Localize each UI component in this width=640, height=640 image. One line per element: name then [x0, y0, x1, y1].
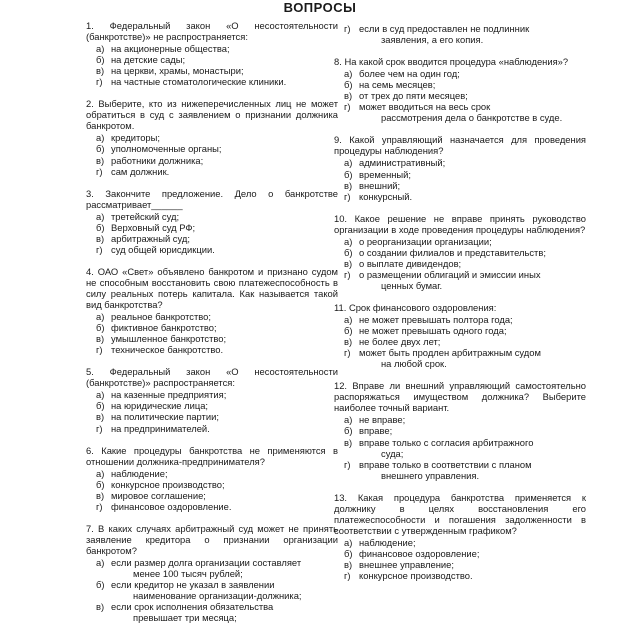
- option-letter: б): [344, 425, 353, 437]
- option-item: [86, 211, 338, 222]
- option-letter: б): [96, 322, 105, 334]
- option-text-line: финансовое оздоровление.: [111, 500, 232, 512]
- option-item: [86, 468, 338, 479]
- option-letter: в): [344, 90, 353, 102]
- option-item: [334, 79, 586, 90]
- question-text: [334, 134, 586, 156]
- option-item: [86, 479, 338, 490]
- question-block: [334, 134, 586, 201]
- option-letter: г): [344, 458, 351, 470]
- question-number: 7.: [86, 522, 94, 534]
- option-text: [359, 425, 586, 436]
- question-body: Какая процедура банкротства применяется к должнику в целях восстановления его платежеспособности и погашения задолженности в соответствии с утвержденным графиком?: [334, 491, 586, 536]
- option-text: [111, 333, 338, 344]
- option-text: [359, 347, 586, 369]
- option-text: [111, 233, 338, 244]
- question-number: 13.: [334, 491, 348, 503]
- question-text: [334, 302, 586, 313]
- question-text: [86, 188, 338, 210]
- question-number: 8.: [334, 56, 342, 68]
- option-item: [334, 101, 586, 123]
- option-item: [334, 537, 586, 548]
- option-letter: а): [96, 43, 105, 55]
- option-item: [86, 54, 338, 65]
- option-text-line: если кредитор не указал в заявлении: [111, 579, 275, 591]
- option-letter: в): [96, 232, 105, 244]
- option-text: [111, 423, 338, 434]
- option-item: [334, 559, 586, 570]
- option-text: [111, 344, 338, 355]
- option-item: [86, 244, 338, 255]
- option-text: [111, 143, 338, 154]
- option-item: [86, 43, 338, 54]
- question-block: [334, 302, 586, 369]
- option-item: [86, 143, 338, 154]
- option-item: [86, 132, 338, 143]
- question-body: Вправе ли внешний управляющий самостоятельно распоряжаться имуществом должника? Выберите наиболее точный вариант.: [334, 380, 586, 414]
- option-text: [359, 559, 586, 570]
- option-text-line: на детские сады;: [111, 54, 186, 66]
- option-letter: г): [96, 500, 103, 512]
- option-item: [86, 557, 338, 579]
- option-letter: а): [96, 210, 105, 222]
- option-letter: а): [344, 314, 353, 326]
- question-text: [86, 266, 338, 310]
- option-text-line: вправе;: [359, 425, 393, 437]
- option-letter: в): [96, 333, 105, 345]
- option-text: [359, 258, 586, 269]
- option-letter: г): [96, 422, 103, 434]
- question-body: Какие процедуры банкротства не применяются в отношении должника-предпринимателя?: [86, 444, 339, 467]
- option-item: [86, 411, 338, 422]
- option-item: [334, 169, 586, 180]
- question-text: [86, 445, 338, 467]
- option-text: [359, 247, 586, 258]
- option-text: [111, 400, 338, 411]
- option-text: [111, 166, 338, 177]
- option-item: [334, 314, 586, 325]
- question-text: [334, 56, 586, 67]
- option-letter: б): [344, 246, 353, 258]
- options-list: [334, 68, 586, 123]
- question-block: [334, 213, 586, 291]
- option-item: [334, 570, 586, 581]
- question-body: Выберите, кто из нижеперечисленных лиц не может обратиться в суд с заявлением о признании должника банкротом.: [86, 98, 338, 132]
- option-letter: б): [96, 579, 105, 591]
- option-text-continuation: превышает три месяца;: [133, 612, 237, 624]
- option-text-line: внешний;: [359, 179, 401, 191]
- option-letter: б): [96, 221, 105, 233]
- option-letter: а): [344, 536, 353, 548]
- question-text: [334, 213, 586, 235]
- option-item: [86, 233, 338, 244]
- option-text-line: может вводиться на весь срок: [359, 101, 491, 113]
- option-letter: в): [96, 154, 105, 166]
- option-text: [359, 336, 586, 347]
- option-item: [86, 222, 338, 233]
- option-text-line: на юридические лица;: [111, 400, 209, 412]
- option-letter: г): [96, 243, 103, 255]
- right-column: [334, 22, 586, 592]
- option-letter: б): [344, 79, 353, 91]
- option-item: [334, 336, 586, 347]
- option-letter: в): [96, 601, 105, 613]
- option-text-line: фиктивное банкротство;: [111, 322, 217, 334]
- option-letter: г): [344, 268, 351, 280]
- option-text: [359, 236, 586, 247]
- option-text-continuation: менее 100 тысяч рублей;: [133, 568, 243, 580]
- options-list: [86, 311, 338, 355]
- option-text-line: конкурсное производство.: [359, 570, 473, 582]
- option-text-line: не может превышать одного года;: [359, 325, 507, 337]
- option-text-line: работники должника;: [111, 154, 204, 166]
- option-letter: б): [344, 325, 353, 337]
- options-list: [334, 157, 586, 201]
- option-text-line: Верховный суд РФ;: [111, 221, 196, 233]
- option-letter: а): [344, 235, 353, 247]
- option-text: [359, 90, 586, 101]
- option-letter: а): [344, 414, 353, 426]
- question-text: [86, 366, 338, 388]
- question-block: [334, 56, 586, 123]
- option-letter: в): [96, 489, 105, 501]
- question-block: [86, 98, 338, 176]
- options-list: [86, 211, 338, 255]
- question-number: 11.: [334, 301, 347, 313]
- option-letter: а): [344, 157, 353, 169]
- option-letter: г): [96, 165, 103, 177]
- option-text-line: арбитражный суд;: [111, 232, 190, 244]
- question-number: 12.: [334, 380, 348, 392]
- option-text-line: временный;: [359, 168, 412, 180]
- option-letter: в): [344, 179, 353, 191]
- option-item: [86, 601, 338, 623]
- option-text: [111, 601, 338, 623]
- option-item: [86, 579, 338, 601]
- option-text-line: о создании филиалов и представительств;: [359, 246, 546, 258]
- question-block: [86, 366, 338, 433]
- option-text: [359, 79, 586, 90]
- option-text: [111, 76, 338, 87]
- option-text-line: вправе только в соответствии с планом: [359, 458, 532, 470]
- option-letter: б): [96, 400, 105, 412]
- question-body: Срок финансового оздоровления:: [348, 301, 497, 313]
- option-letter: б): [96, 478, 105, 490]
- option-item: [86, 322, 338, 333]
- option-text-line: если срок исполнения обязательства: [111, 601, 274, 613]
- option-item: [334, 437, 586, 459]
- option-text: [111, 322, 338, 333]
- option-letter: а): [344, 68, 353, 80]
- option-item: [86, 490, 338, 501]
- option-letter: г): [344, 23, 351, 34]
- question-block: [334, 380, 586, 480]
- option-text: [359, 191, 586, 202]
- option-text: [111, 155, 338, 166]
- option-text-line: на церкви, храмы, монастыри;: [111, 65, 244, 77]
- option-text-line: на акционерные общества;: [111, 43, 230, 55]
- option-item: [86, 344, 338, 355]
- question-body: Какой управляющий назначается для проведения процедуры наблюдения?: [334, 134, 587, 157]
- option-text-line: если в суд предоставлен не подлинник: [359, 23, 530, 34]
- option-text-line: если размер долга организации составляет: [111, 556, 302, 568]
- option-text: [111, 43, 338, 54]
- option-item: [334, 180, 586, 191]
- option-text: [359, 414, 586, 425]
- options-list: [334, 23, 586, 45]
- question-block: [86, 266, 338, 355]
- question-body: ОАО «Свет» объявлено банкротом и признано судом не способным восстановить свою платежеспособность в силу реальных потерь капитала. Как называется такой вид банкротства?: [86, 265, 338, 311]
- options-list: [86, 132, 338, 176]
- option-text: [359, 325, 586, 336]
- question-block: [86, 20, 338, 87]
- option-letter: б): [344, 547, 353, 559]
- question-text: [334, 492, 586, 536]
- question-number: 2.: [86, 98, 94, 110]
- option-text-line: не вправе;: [359, 414, 406, 426]
- option-text-line: о выплате дивидендов;: [359, 257, 462, 269]
- options-list: [334, 314, 586, 369]
- option-item: [86, 501, 338, 512]
- option-item: [334, 157, 586, 168]
- option-letter: г): [344, 190, 351, 202]
- option-text-line: наблюдение;: [359, 536, 416, 548]
- option-letter: в): [344, 436, 353, 448]
- option-text: [359, 68, 586, 79]
- question-body: Федеральный закон «О несостоятельности (банкротстве)» не распространяется:: [86, 20, 338, 43]
- question-text: [334, 380, 586, 413]
- question-7-continuation: [334, 23, 586, 45]
- question-block: [334, 492, 586, 581]
- option-text: [359, 101, 586, 123]
- option-item: [86, 389, 338, 400]
- option-text: [111, 468, 338, 479]
- option-text-continuation: заявления, а его копия.: [381, 34, 484, 46]
- option-item: [86, 65, 338, 76]
- question-number: 5.: [86, 366, 94, 378]
- option-letter: г): [344, 570, 351, 582]
- option-text: [111, 490, 338, 501]
- option-text-line: вправе только с согласия арбитражного: [359, 436, 534, 448]
- option-text: [359, 23, 586, 45]
- option-text-continuation: суда;: [381, 447, 404, 459]
- option-letter: в): [344, 257, 353, 269]
- question-text: [86, 523, 338, 556]
- option-letter: г): [96, 76, 103, 88]
- question-block: [86, 188, 338, 255]
- option-item: [334, 236, 586, 247]
- options-list: [334, 236, 586, 291]
- option-letter: б): [344, 168, 353, 180]
- option-item: [86, 400, 338, 411]
- option-item: [334, 191, 586, 202]
- option-text: [111, 54, 338, 65]
- option-text-line: сам должник.: [111, 165, 170, 177]
- option-item: [334, 68, 586, 79]
- question-block: [86, 445, 338, 512]
- option-letter: а): [96, 311, 105, 323]
- option-text-line: на семь месяцев;: [359, 79, 436, 91]
- option-text-line: на политические партии;: [111, 411, 219, 423]
- question-number: 10.: [334, 212, 348, 224]
- option-text-line: уполномоченные органы;: [111, 143, 222, 155]
- option-item: [334, 414, 586, 425]
- question-number: 9.: [334, 134, 342, 146]
- options-list: [86, 389, 338, 433]
- option-item: [334, 325, 586, 336]
- option-item: [86, 76, 338, 87]
- option-text-line: от трех до пяти месяцев;: [359, 90, 468, 102]
- option-text-continuation: внешнего управления.: [381, 469, 480, 481]
- question-body: Какое решение не вправе принять руководство организации в ходе проведения процедуры наблюдения?: [334, 212, 586, 235]
- option-item: [334, 459, 586, 481]
- options-list: [334, 537, 586, 581]
- page-title: ВОПРОСЫ: [283, 0, 357, 15]
- option-text: [111, 132, 338, 143]
- option-text: [111, 244, 338, 255]
- option-item: [334, 247, 586, 258]
- option-letter: б): [96, 54, 105, 66]
- question-text: [86, 98, 338, 131]
- option-letter: г): [344, 347, 351, 359]
- option-text-line: о размещении облигаций и эмиссии иных: [359, 268, 541, 280]
- option-item: [334, 548, 586, 559]
- option-text-line: на предпринимателей.: [111, 422, 210, 434]
- option-text-line: кредиторы;: [111, 132, 160, 144]
- option-text-line: наблюдение;: [111, 467, 168, 479]
- question-number: 1.: [86, 20, 94, 31]
- option-item: [334, 425, 586, 436]
- options-list: [86, 468, 338, 512]
- question-body: В каких случаях арбитражный суд может не принять заявление кредитора о признании организации банкротом?: [86, 522, 338, 556]
- option-text-line: мировое соглашение;: [111, 489, 206, 501]
- option-text-line: может быть продлен арбитражным судом: [359, 347, 541, 359]
- option-text: [359, 180, 586, 191]
- option-text: [111, 579, 338, 601]
- option-letter: в): [96, 65, 105, 77]
- question-number: 6.: [86, 444, 94, 456]
- option-letter: г): [344, 101, 351, 113]
- option-text: [359, 459, 586, 481]
- option-text: [359, 314, 586, 325]
- option-item: [86, 423, 338, 434]
- option-text: [359, 570, 586, 581]
- left-column: [86, 20, 338, 634]
- option-item: [334, 347, 586, 369]
- option-letter: в): [96, 411, 105, 423]
- option-text-line: конкурсное производство;: [111, 478, 225, 490]
- option-text-continuation: наименование организации-должника;: [133, 590, 302, 602]
- option-text: [111, 211, 338, 222]
- option-text-line: более чем на один год;: [359, 68, 460, 80]
- option-text-continuation: на любой срок.: [381, 358, 447, 370]
- option-text: [359, 537, 586, 548]
- question-number: 4.: [86, 265, 94, 277]
- option-text: [359, 437, 586, 459]
- option-item: [86, 155, 338, 166]
- option-text: [111, 557, 338, 579]
- option-letter: б): [96, 143, 105, 155]
- option-item: [334, 90, 586, 101]
- option-item: [334, 258, 586, 269]
- option-text-line: конкурсный.: [359, 190, 413, 202]
- option-letter: а): [96, 556, 105, 568]
- option-text-line: третейский суд;: [111, 210, 180, 222]
- option-text: [111, 311, 338, 322]
- option-item: [86, 333, 338, 344]
- option-text: [359, 157, 586, 168]
- option-text-line: не может превышать полтора года;: [359, 314, 513, 326]
- option-text: [111, 479, 338, 490]
- option-text-continuation: ценных бумаг.: [381, 279, 443, 291]
- option-text-line: реальное банкротство;: [111, 311, 211, 323]
- option-text: [359, 269, 586, 291]
- option-text-continuation: рассмотрения дела о банкротстве в суде.: [381, 112, 563, 124]
- options-list: [334, 414, 586, 480]
- question-body: На какой срок вводится процедура «наблюдения»?: [344, 56, 569, 68]
- option-letter: в): [344, 558, 353, 570]
- option-item: [86, 166, 338, 177]
- option-text-line: не более двух лет;: [359, 336, 441, 348]
- option-text: [111, 411, 338, 422]
- option-letter: а): [96, 132, 105, 144]
- option-text: [359, 548, 586, 559]
- question-body: Федеральный закон «О несостоятельности (банкротстве)» распространяется:: [86, 366, 338, 389]
- question-block: [86, 523, 338, 623]
- options-list: [86, 557, 338, 623]
- option-text-line: о реорганизации организации;: [359, 235, 492, 247]
- option-text-line: финансовое оздоровление;: [359, 547, 480, 559]
- option-text-line: суд общей юрисдикции.: [111, 243, 215, 255]
- option-text: [111, 501, 338, 512]
- option-text: [111, 222, 338, 233]
- options-list: [86, 43, 338, 87]
- option-letter: а): [96, 467, 105, 479]
- option-text: [111, 65, 338, 76]
- question-body: Закончите предложение. Дело о банкротстве рассматривает______: [86, 187, 338, 210]
- option-letter: в): [344, 336, 353, 348]
- option-text-line: на частные стоматологические клиники.: [111, 76, 287, 88]
- option-text: [111, 389, 338, 400]
- question-text: [86, 20, 338, 42]
- option-text-line: на казенные предприятия;: [111, 389, 227, 401]
- option-text-line: техническое банкротство.: [111, 344, 224, 356]
- option-item: [86, 311, 338, 322]
- option-item: [334, 269, 586, 291]
- option-text-line: административный;: [359, 157, 446, 169]
- option-text-line: внешнее управление;: [359, 558, 454, 570]
- option-text-line: умышленное банкротство;: [111, 333, 227, 345]
- option-letter: а): [96, 389, 105, 401]
- option-letter: г): [96, 344, 103, 356]
- question-number: 3.: [86, 187, 94, 199]
- option-text: [359, 169, 586, 180]
- option-item: [334, 23, 586, 45]
